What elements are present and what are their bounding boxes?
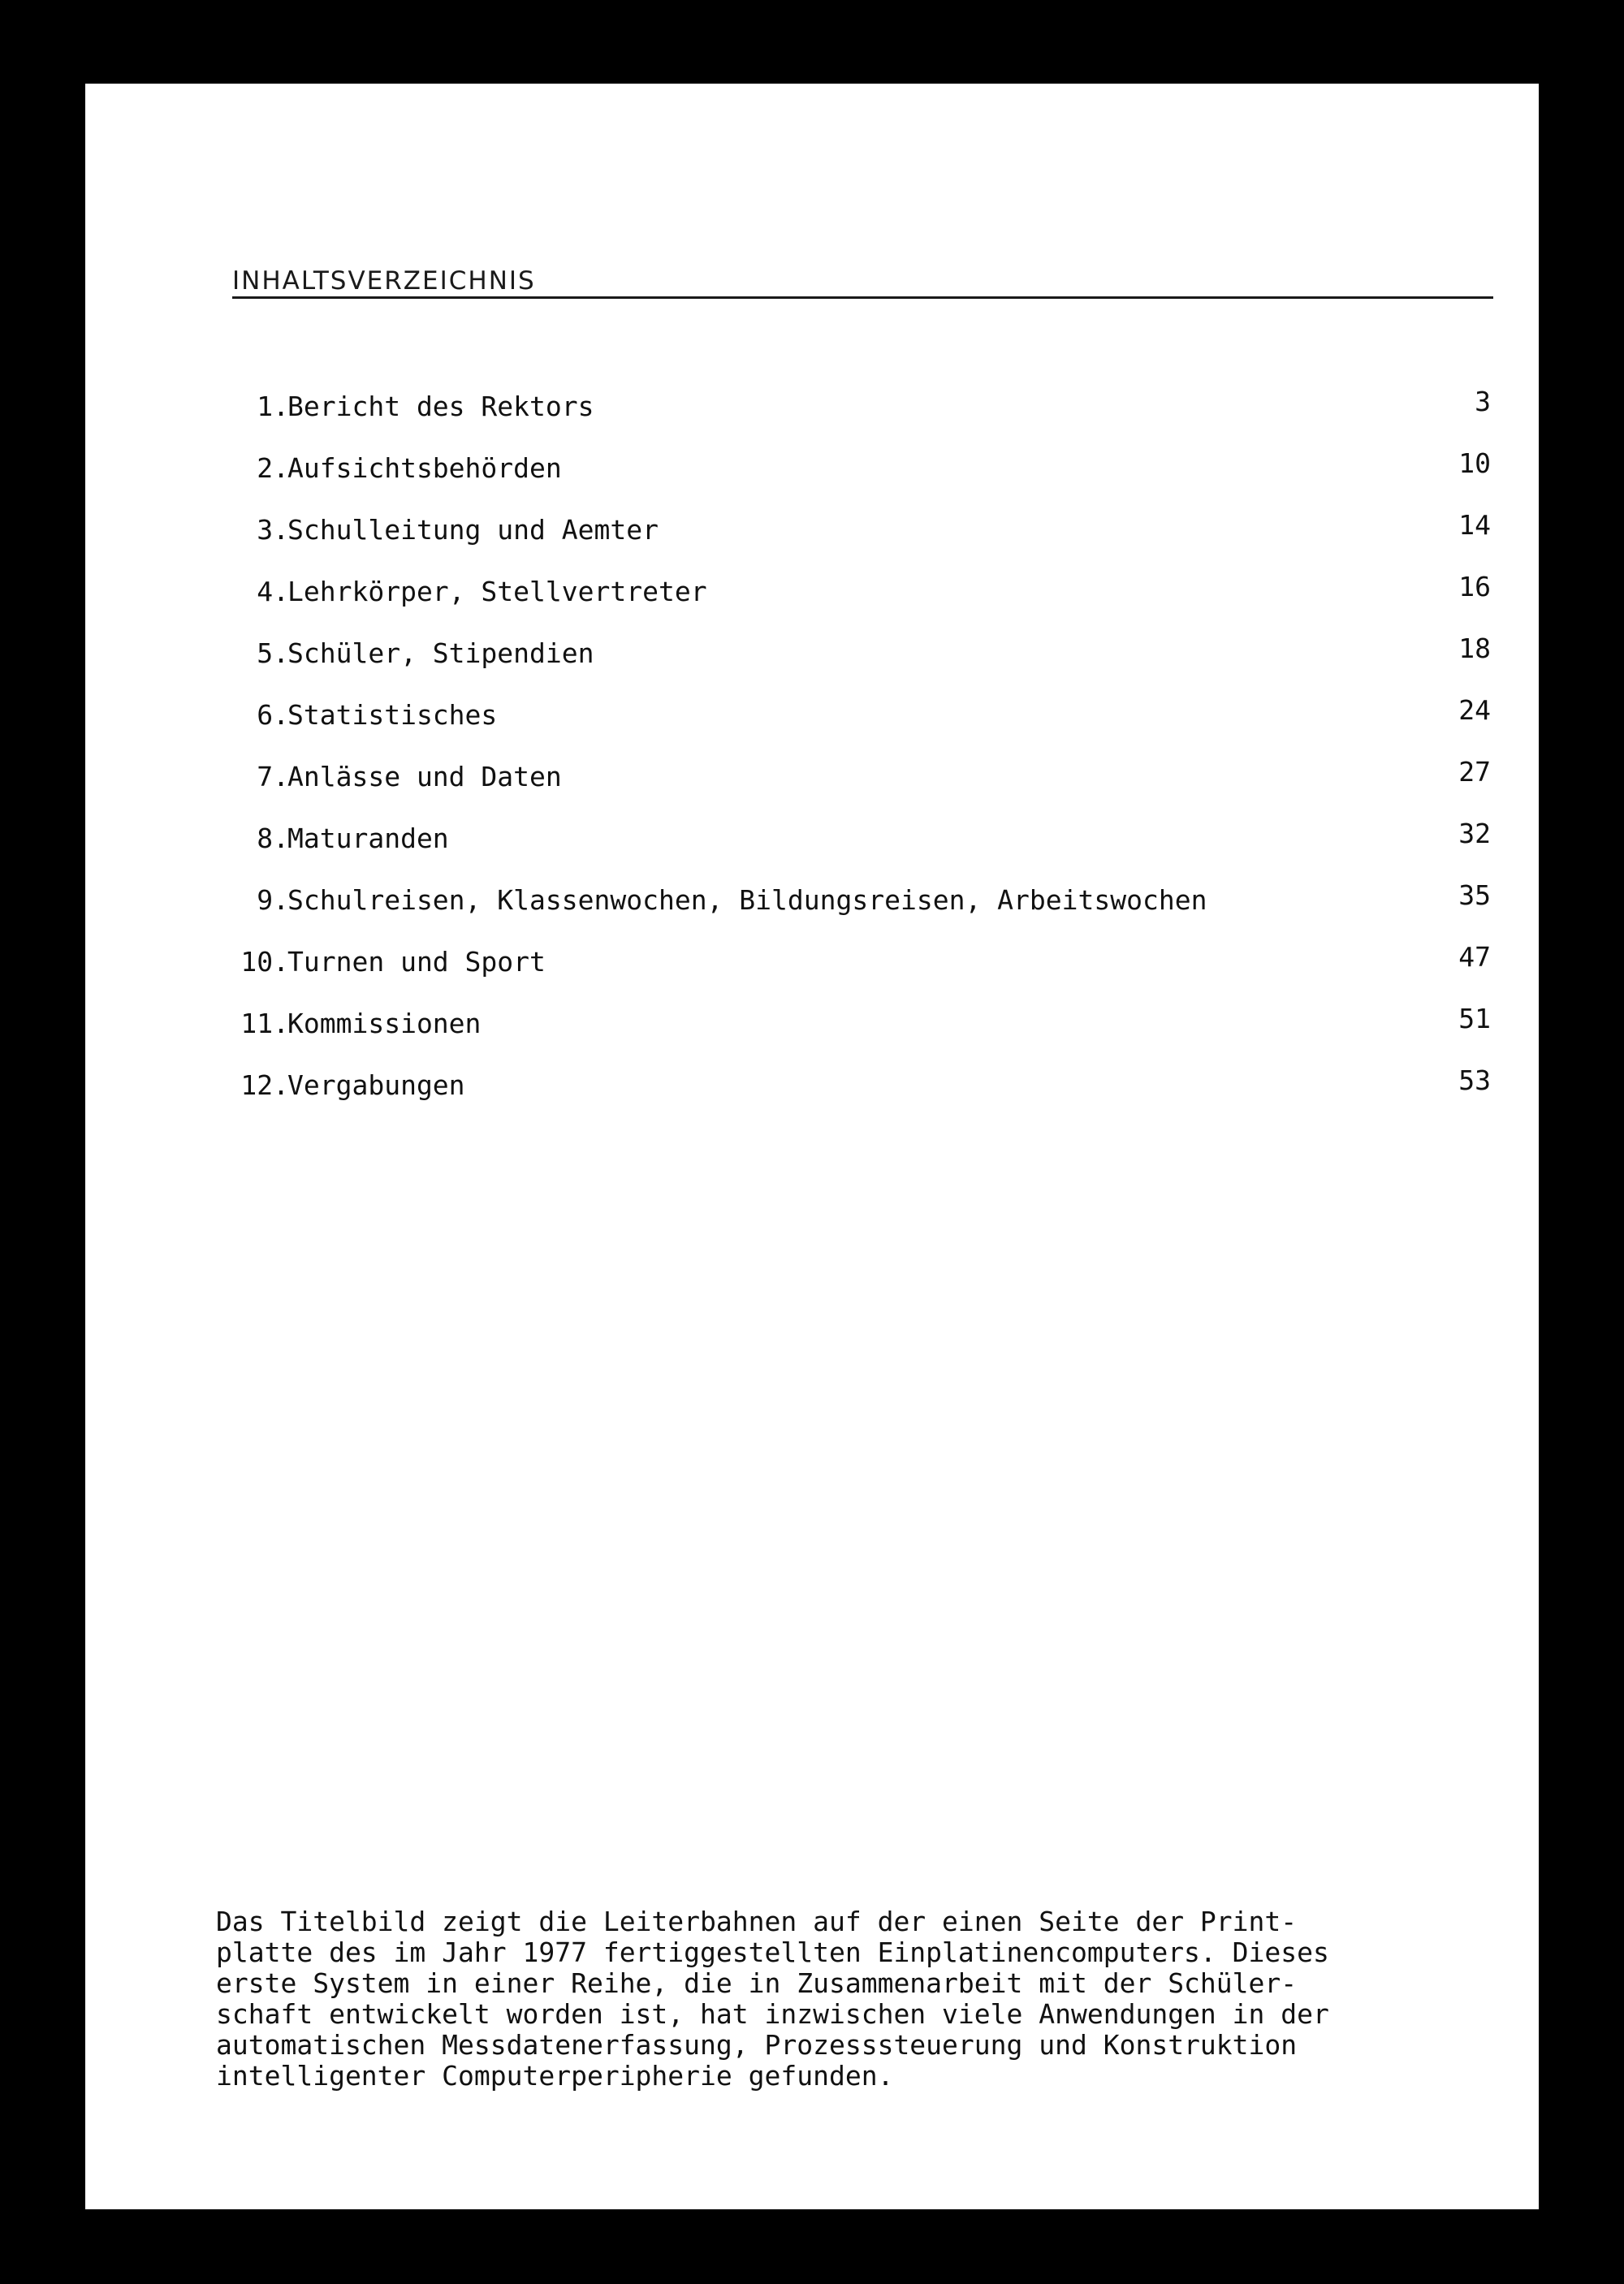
toc-entry-title: Kommissionen: [287, 1008, 482, 1039]
toc-entry-number: 8.: [257, 822, 289, 854]
toc-entry: [85, 448, 1539, 489]
toc-entry-number: 3.: [257, 514, 289, 546]
toc-entry-page: 18: [1458, 633, 1491, 664]
toc-entry: [85, 386, 1539, 427]
toc-entry: [85, 818, 1539, 859]
toc-entry-title: Schüler, Stipendien: [287, 637, 594, 669]
toc-entry-title: Schulleitung und Aemter: [287, 514, 659, 546]
caption-line: erste System in einer Reihe, die in Zusammenarbeit mit der Schüler-: [216, 1967, 1298, 1999]
toc-entry-page: 35: [1458, 879, 1491, 911]
toc-entry-number: 2.: [257, 452, 289, 484]
toc-entry-number: 11.: [240, 1008, 289, 1039]
toc-entry-title: Statistisches: [287, 699, 498, 731]
toc-entry: [85, 695, 1539, 736]
toc-entry: [85, 633, 1539, 674]
toc-entry-page: 16: [1458, 571, 1491, 602]
cover-image-caption: [216, 1906, 1548, 2092]
toc-entry-title: Turnen und Sport: [287, 946, 546, 978]
toc-entry-title: Vergabungen: [287, 1069, 465, 1101]
toc-entry-page: 27: [1458, 756, 1491, 788]
toc-entry-title: Bericht des Rektors: [287, 391, 594, 422]
toc-entry-number: 9.: [257, 884, 289, 916]
caption-line: automatischen Messdatenerfassung, Prozesssteuerung und Konstruktion: [216, 2029, 1298, 2061]
toc-entry: [85, 510, 1539, 550]
toc-entry-number: 5.: [257, 637, 289, 669]
toc-entry-title: Anlässe und Daten: [287, 761, 562, 792]
toc-entry: [85, 1004, 1539, 1044]
toc-entry-number: 10.: [240, 946, 289, 978]
caption-line: schaft entwickelt worden ist, hat inzwischen viele Anwendungen in der: [216, 1998, 1329, 2030]
toc-heading: INHALTSVERZEICHNIS: [232, 266, 536, 296]
toc-entry: [85, 1065, 1539, 1106]
toc-entry-title: Lehrkörper, Stellvertreter: [287, 576, 707, 607]
toc-entry-page: 53: [1458, 1064, 1491, 1096]
toc-entry-page: 51: [1458, 1003, 1491, 1034]
toc-entry-title: Schulreisen, Klassenwochen, Bildungsreisen, Arbeitswochen: [287, 884, 1207, 916]
toc-entry: [85, 572, 1539, 612]
toc-entry: [85, 757, 1539, 797]
toc-entry-page: 3: [1475, 386, 1491, 417]
toc-entry: [85, 942, 1539, 982]
heading-rule: [232, 296, 1493, 299]
caption-line: Das Titelbild zeigt die Leiterbahnen auf der einen Seite der Print-: [216, 1906, 1298, 1937]
toc-entry-number: 6.: [257, 699, 289, 731]
toc-entry-page: 47: [1458, 941, 1491, 973]
toc-entry-title: Maturanden: [287, 822, 449, 854]
document-page: [85, 84, 1539, 2209]
toc-entry-page: 32: [1458, 818, 1491, 849]
toc-entry-page: 14: [1458, 509, 1491, 541]
caption-line: intelligenter Computerperipherie gefunden.: [216, 2060, 894, 2092]
toc-entry-page: 10: [1458, 447, 1491, 479]
caption-line: platte des im Jahr 1977 fertiggestellten Einplatinencomputers. Dieses: [216, 1936, 1329, 1968]
toc-entry-number: 4.: [257, 576, 289, 607]
toc-entry: [85, 880, 1539, 921]
toc-entry-title: Aufsichtsbehörden: [287, 452, 562, 484]
toc-entry-number: 7.: [257, 761, 289, 792]
toc-entry-number: 12.: [240, 1069, 289, 1101]
toc-entry-page: 24: [1458, 694, 1491, 726]
toc-entry-number: 1.: [257, 391, 289, 422]
